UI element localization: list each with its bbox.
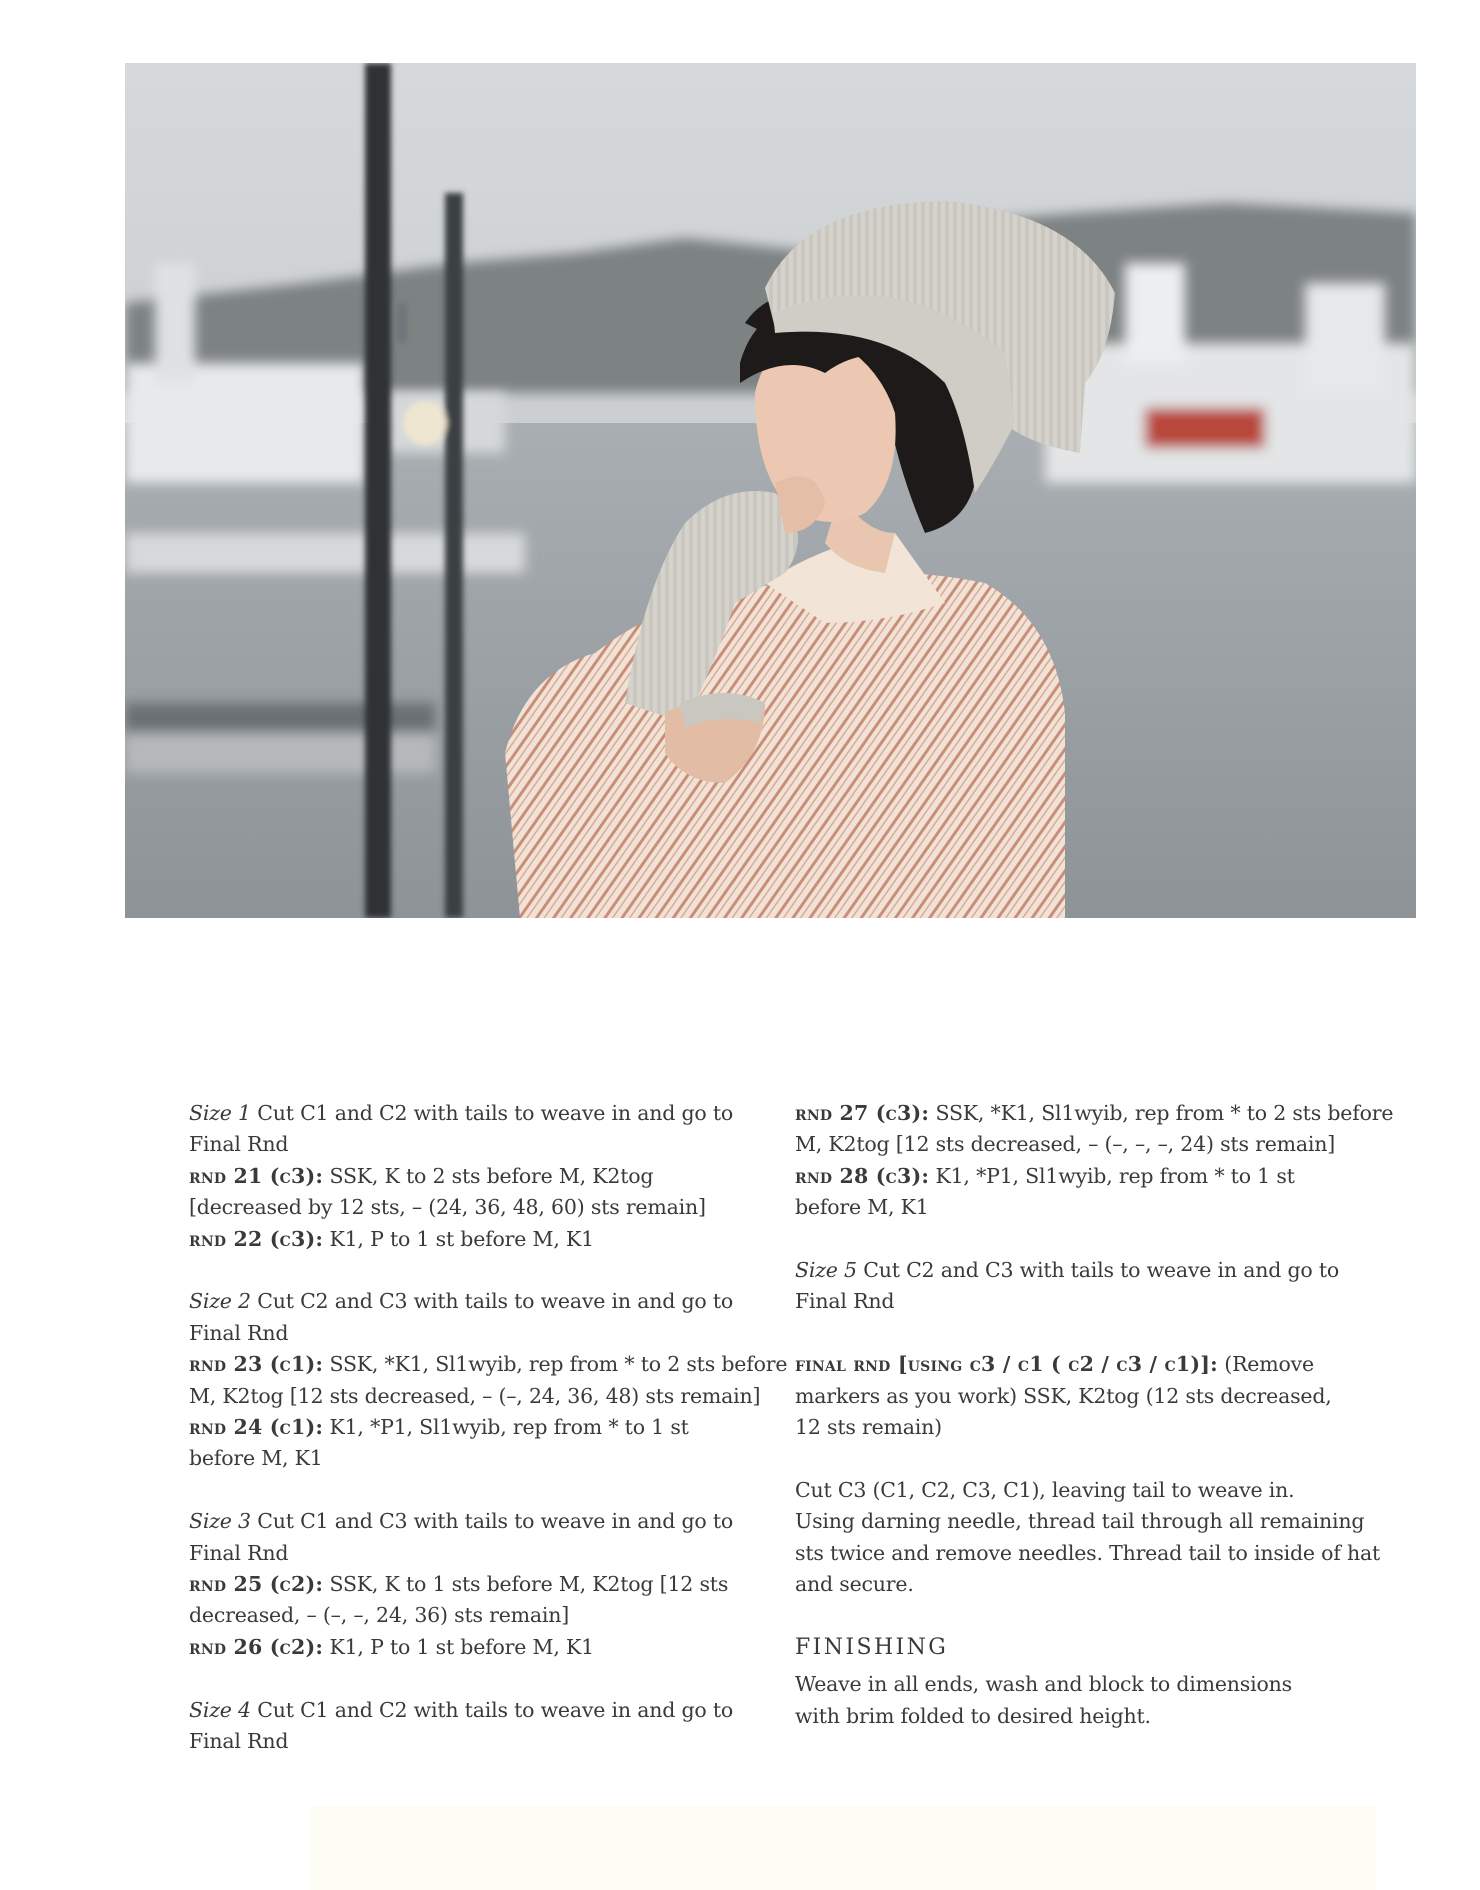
cut-line: Cut C3 (C1, C2, C3, C1), leaving tail to weave in. bbox=[795, 1477, 1295, 1502]
cut-line: sts twice and remove needles. Thread tail to inside of hat bbox=[795, 1540, 1381, 1565]
final-rnd-text: (Remove bbox=[1217, 1352, 1314, 1377]
size-text-line2: Final Rnd bbox=[189, 1729, 289, 1754]
rnd-label: rnd 27 (c3): bbox=[795, 1101, 930, 1125]
finishing-section bbox=[795, 1669, 1375, 1732]
size-label: Size 5 bbox=[795, 1258, 857, 1283]
rnd-text-line2: before M, K1 bbox=[795, 1195, 929, 1220]
size-label: Size 4 bbox=[189, 1697, 251, 1722]
final-rnd-text-line2: markers as you work) SSK, K2tog (12 sts decreased, bbox=[795, 1383, 1332, 1408]
rnd-text: K1, *P1, Sl1wyib, rep from * to 1 st bbox=[929, 1163, 1295, 1188]
rnd-label: rnd 22 (c3): bbox=[189, 1226, 324, 1251]
size-text: Cut C1 and C2 with tails to weave in and go to bbox=[250, 1101, 734, 1125]
size-text: Cut C2 and C3 with tails to weave in and go to bbox=[250, 1289, 734, 1314]
bottom-panel bbox=[310, 1806, 1376, 1890]
rnd-text-line2: decreased, – (–, –, 24, 36) sts remain] bbox=[189, 1603, 570, 1628]
size4-section bbox=[189, 1695, 769, 1758]
size5-section bbox=[795, 1255, 1375, 1318]
rnd-label: rnd 25 (c2): bbox=[189, 1572, 324, 1597]
size-text-line2: Final Rnd bbox=[189, 1132, 289, 1157]
size1-section bbox=[189, 1098, 769, 1255]
rnd-text-line2: before M, K1 bbox=[189, 1446, 323, 1471]
cut-line: and secure. bbox=[795, 1572, 914, 1597]
size-text: Cut C1 and C2 with tails to weave in and go to bbox=[250, 1697, 734, 1722]
rnd-label: rnd 24 (c1): bbox=[189, 1415, 324, 1440]
rnd-text: K1, *P1, Sl1wyib, rep from * to 1 st bbox=[323, 1415, 689, 1440]
size-label: Size 3 bbox=[189, 1509, 251, 1534]
right-column bbox=[795, 1098, 1394, 1732]
finishing-heading: FINISHING bbox=[795, 1634, 949, 1660]
rnd-text: SSK, *K1, Sl1wyib, rep from * to 2 sts before bbox=[929, 1101, 1394, 1125]
size-text-line2: Final Rnd bbox=[795, 1289, 895, 1314]
photo-illustration bbox=[125, 63, 1416, 918]
rnd-label: rnd 23 (c1): bbox=[189, 1352, 324, 1377]
size-label: Size 1 bbox=[189, 1101, 251, 1125]
rnd-text: SSK, K to 1 sts before M, K2tog [12 sts bbox=[323, 1572, 729, 1597]
size-text: Cut C2 and C3 with tails to weave in and go to bbox=[856, 1258, 1340, 1283]
final-rnd-section bbox=[795, 1349, 1375, 1443]
rnd-label: rnd 21 (c3): bbox=[189, 1163, 324, 1188]
finishing-line: Weave in all ends, wash and block to dimensions bbox=[795, 1672, 1292, 1697]
rnd-text: SSK, K to 2 sts before M, K2tog bbox=[323, 1163, 654, 1188]
size3-section bbox=[189, 1506, 769, 1663]
size2-section bbox=[189, 1286, 788, 1474]
size-label: Size 2 bbox=[189, 1289, 251, 1314]
final-rnd-text-line3: 12 sts remain) bbox=[795, 1415, 942, 1440]
finishing-line: with brim folded to desired height. bbox=[795, 1703, 1151, 1728]
final-rnd-label: final rnd [using c3 / c1 ( c2 / c3 / c1)]: bbox=[795, 1352, 1218, 1377]
rnd-text: K1, P to 1 st before M, K1 bbox=[323, 1226, 594, 1251]
rnd-text: SSK, *K1, Sl1wyib, rep from * to 2 sts before bbox=[323, 1352, 788, 1377]
rnd-text-line2: M, K2tog [12 sts decreased, – (–, –, –, 24) sts remain] bbox=[795, 1132, 1336, 1157]
cut-section bbox=[795, 1475, 1381, 1601]
size-text: Cut C1 and C3 with tails to weave in and go to bbox=[250, 1509, 734, 1534]
left-column bbox=[189, 1098, 788, 1789]
rnd-text-line2: M, K2tog [12 sts decreased, – (–, 24, 36, 48) sts remain] bbox=[189, 1383, 761, 1408]
size-text-line2: Final Rnd bbox=[189, 1540, 289, 1565]
rnd27-28-section bbox=[795, 1098, 1394, 1224]
rnd-text: K1, P to 1 st before M, K1 bbox=[323, 1634, 594, 1659]
cut-line: Using darning needle, thread tail through all remaining bbox=[795, 1509, 1365, 1534]
rnd-label: rnd 26 (c2): bbox=[189, 1634, 324, 1659]
size-text-line2: Final Rnd bbox=[189, 1320, 289, 1345]
rnd-label: rnd 28 (c3): bbox=[795, 1163, 930, 1188]
rnd-text-line2: [decreased by 12 sts, – (24, 36, 48, 60) sts remain] bbox=[189, 1195, 706, 1220]
hero-photo bbox=[125, 63, 1416, 918]
